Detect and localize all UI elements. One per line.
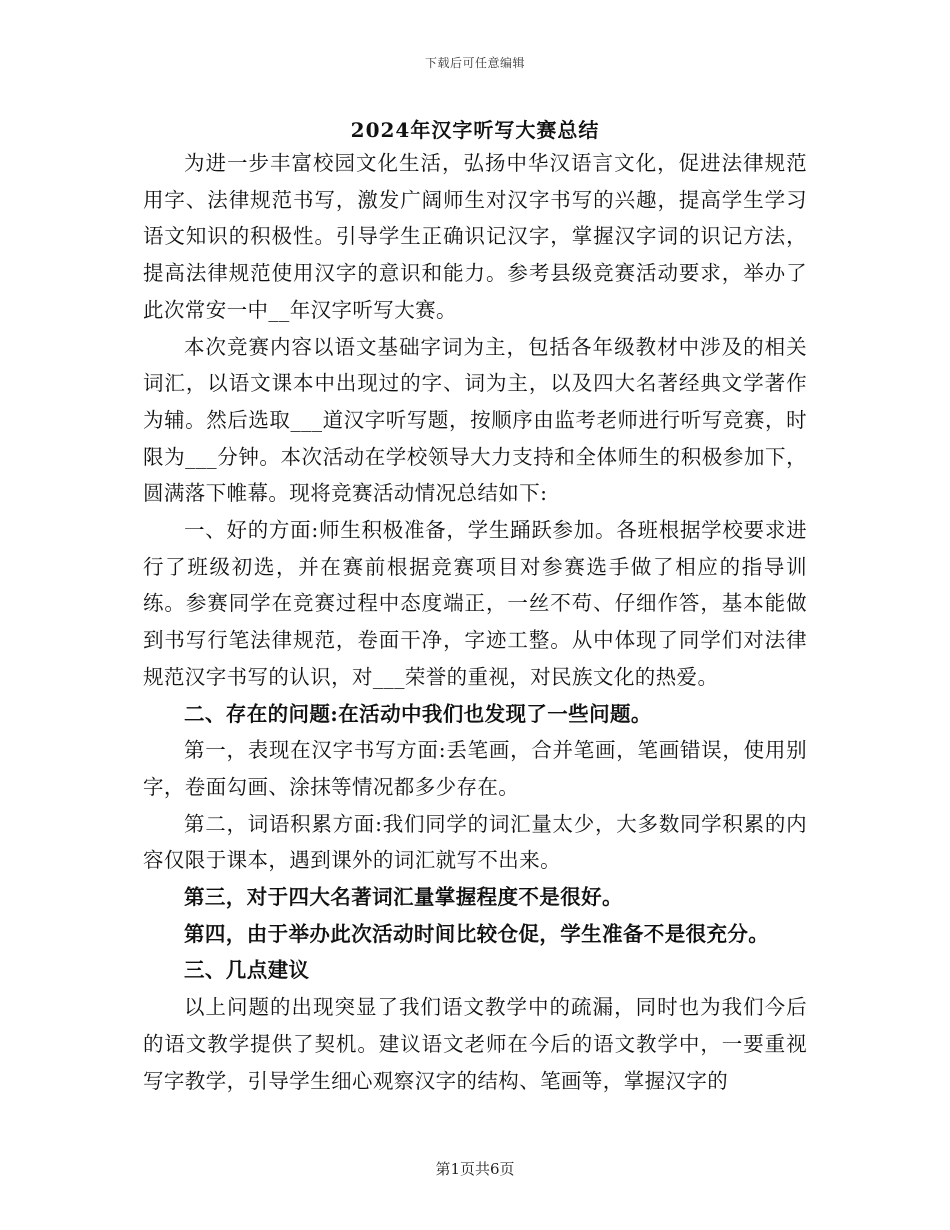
document-title: 2024年汉字听写大赛总结 — [350, 118, 600, 142]
section-heading-suggestions: 三、几点建议 — [184, 958, 310, 983]
page-header-note: 下载后可任意编辑 — [424, 56, 525, 70]
paragraph-problem-first: 第一，表现在汉字书写方面:丢笔画，合并笔画，笔画错误，使用别字，卷面勾画、涂抹等情况都多少存在。 — [143, 738, 807, 799]
paragraph-problem-fourth: 第四，由于举办此次活动时间比较仓促，学生准备不是很充分。 — [184, 921, 770, 946]
section-heading-problems: 二、存在的问题:在活动中我们也发现了一些问题。 — [184, 701, 652, 726]
document-body — [143, 145, 807, 1099]
paragraph-intro: 为进一步丰富校园文化生活，弘扬中华汉语言文化，促进法律规范用字、法律规范书写，激发广阔师生对汉字书写的兴趣，提高学生学习语文知识的积极性。引导学生正确识记汉字，掌握汉字词的识记方法，提高法律规范使用汉字的意识和能力。参考县级竞赛活动要求，举办了此次常安一中__年汉字听写大赛。 — [143, 151, 807, 322]
paragraph-suggestions: 以上问题的出现突显了我们语文教学中的疏漏，同时也为我们今后的语文教学提供了契机。建议语文老师在今后的语文教学中，一要重视写字教学，引导学生细心观察汉字的结构、笔画等，掌握汉字的 — [143, 995, 807, 1093]
paragraph-problem-third: 第三，对于四大名著词汇量掌握程度不是很好。 — [184, 885, 623, 910]
paragraph-problem-second: 第二，词语积累方面:我们同学的词汇量太少，大多数同学积累的内容仅限于课本，遇到课外的词汇就写不出来。 — [143, 811, 807, 873]
page-number: 第1页共6页 — [435, 1160, 515, 1178]
paragraph-good-aspects: 一、好的方面:师生积极准备，学生踊跃参加。各班根据学校要求进行了班级初选，并在赛前根据竞赛项目对参赛选手做了相应的指导训练。参赛同学在竞赛过程中态度端正，一丝不苟、仔细作答，基本能做到书写行笔法律规范，卷面干净，字迹工整。从中体现了同学们对法律规范汉字书写的认识，对___荣誉的重视，对民族文化的热爱。 — [143, 518, 807, 689]
paragraph-contest-content: 本次竞赛内容以语文基础字词为主，包括各年级教材中涉及的相关词汇，以语文课本中出现过的字、词为主，以及四大名著经典文学著作为辅。然后选取___道汉字听写题，按顺序由监考老师进行听写竞赛，时限为___分钟。本次活动在学校领导大力支持和全体师生的积极参加下，圆满落下帷幕。现将竞赛活动情况总结如下: — [143, 334, 807, 506]
